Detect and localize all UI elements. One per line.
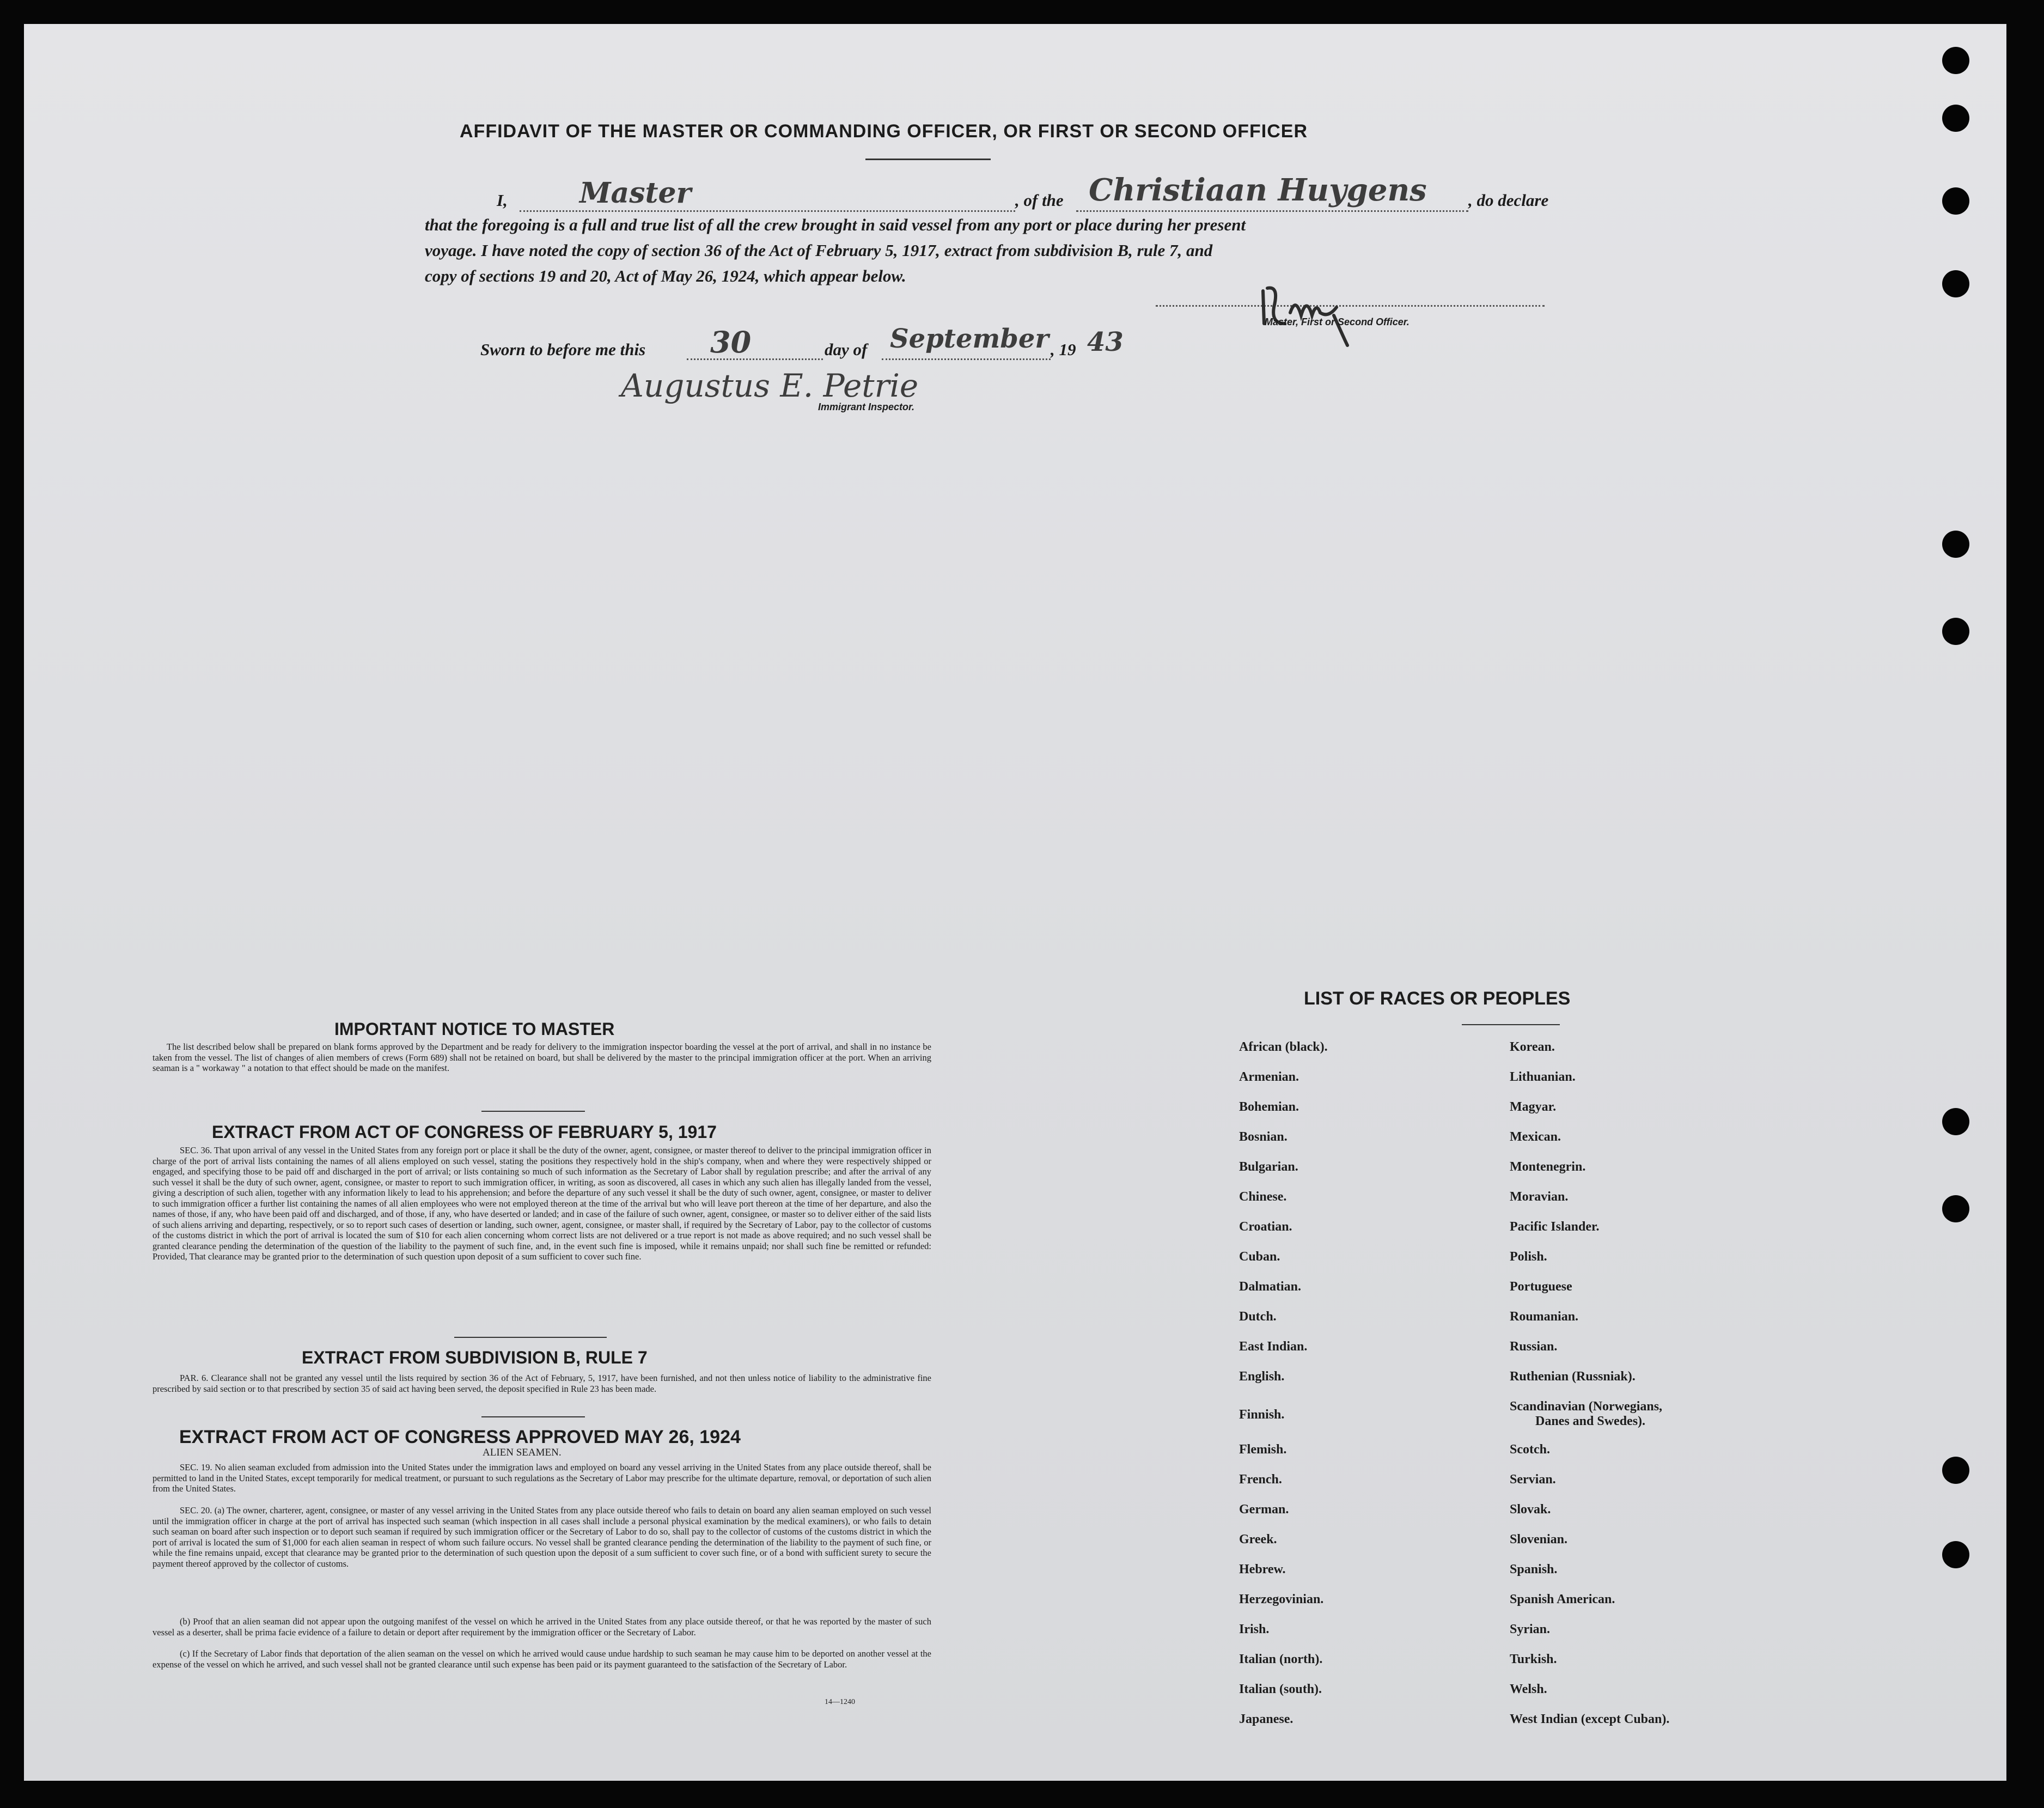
act1924-sec20b: (b) Proof that an alien seaman did not appear upon the outgoing manifest of the vessel on which he arrived in the United States from any place outside thereof, or that he was reported by the master of such vessel as a deserter, shall be prima facie evidence of a failure to detain or deport after requirement by the immigration officer or the Secretary of Labor.: [152, 1616, 931, 1637]
rule7-title: EXTRACT FROM SUBDIVISION B, RULE 7: [302, 1348, 648, 1367]
act1924-title: EXTRACT FROM ACT OF CONGRESS APPROVED MAY 26, 1924: [179, 1427, 741, 1447]
race-item: Lithuanian.: [1510, 1070, 1576, 1084]
race-item: Bosnian.: [1239, 1130, 1288, 1144]
race-item: Italian (south).: [1239, 1682, 1322, 1696]
act1924-sec19: SEC. 19. No alien seaman excluded from admission into the United States under the immigration laws and employed on board any vessel arriving in the United States from any place outside thereof, shall be permitted to land in the United States, except temporarily for medical treatment, or pursuant to such regulations as the Secretary of Labor may prescribe for the ultimate departure, removal, or deportation of such alien from the United States.: [152, 1462, 931, 1494]
form-number: 14—1240: [825, 1698, 855, 1706]
inspector-label: Immigrant Inspector.: [818, 401, 915, 412]
race-item: Hebrew.: [1239, 1562, 1286, 1576]
punch-hole: [1942, 618, 1969, 645]
race-item: Polish.: [1510, 1250, 1547, 1264]
race-item: West Indian (except Cuban).: [1510, 1712, 1670, 1726]
race-item: Montenegrin.: [1510, 1160, 1586, 1174]
rule7-text: PAR. 6. Clearance shall not be granted any vessel until the lists required by section 36 of the Act of February, 5, 1917, have been furnished, and not then unless notice of liability to the administrative fine prescribed by said section or to that prescribed by section 35 of said act having been served, the deposit specified in Rule 23 has been made.: [152, 1373, 931, 1394]
race-item: Russian.: [1510, 1340, 1558, 1354]
race-item: Magyar.: [1510, 1100, 1557, 1114]
sworn-prefix: Sworn to before me this: [480, 340, 646, 359]
sworn-month-handwritten: September: [890, 324, 1049, 354]
notice-divider: [481, 1111, 585, 1112]
title-divider: [865, 159, 991, 160]
race-item-continuation: Danes and Swedes).: [1535, 1414, 1646, 1428]
punch-hole: [1942, 270, 1969, 297]
notice-title: IMPORTANT NOTICE TO MASTER: [334, 1019, 615, 1039]
master-handwritten: Master: [579, 176, 692, 210]
race-item: Ruthenian (Russniak).: [1510, 1369, 1636, 1384]
race-item: Roumanian.: [1510, 1310, 1579, 1324]
punch-hole: [1942, 47, 1969, 74]
line1-mid: , of the: [1015, 191, 1064, 210]
notice-text: The list described below shall be prepared on blank forms approved by the Department and be ready for delivery to the immigration inspector boarding the vessel at the port of arrival, and shall in no instance be taken from the vessel. The list of changes of alien members of crews (Form 689) shall not be retained on board, but shall be delivered by the master to the principal immigration officer at the port. When an arriving seaman is a " workaway " a notation to that effect should be made on the manifest.: [152, 1042, 931, 1073]
race-item: Chinese.: [1239, 1190, 1287, 1204]
line1-suffix: , do declare: [1468, 191, 1549, 210]
race-item: Irish.: [1239, 1622, 1270, 1636]
sworn-mid: day of: [825, 340, 868, 359]
sworn-year-prefix: , 19: [1051, 340, 1076, 359]
race-item: Portuguese: [1510, 1280, 1572, 1294]
act1917-text: SEC. 36. That upon arrival of any vessel in the United States from any foreign port or place it shall be the duty of the owner, agent, consignee, or master thereof to deliver to the principal immigration officer in charge of the port of arrival lists containing the names of all aliens employed on such vessel, stating the positions they respectively hold in the ship's company, when and where they were respectively shipped or engaged, and specifying those to be paid off and discharged in the port of arrival; or lists containing so much of such information as the Secretary of Labor shall by regulation prescribe; and after the arrival of any such vessel it shall be the duty of such owner, agent, consignee, or master to report to such immigration officer, in writing, as soon as discovered, all cases in which any such alien has illegally landed from the vessel, giving a description of such alien, together with any information likely to lead to his apprehension; and before the departure of any such vessel it shall be the duty of such owner, agent, consignee, or master to deliver to such immigration officer a further list containing the names of all alien employees who were not employed thereon at the time of the arrival but who will leave port thereon at the time of her departure, and also the names of those, if any, who have been paid off and discharged, and of those, if any, who have deserted or landed; and in case of the failure of such owner, agent, consignee, or master so to deliver either of the said lists of such aliens arriving and departing, respectively, or so to report such cases of desertion or landing, such owner, agent, consignee, or master shall, if required by the Secretary of Labor, pay to the collector of customs of the customs district in which the port of arrival is located the sum of $10 for each alien concerning whom correct lists are not delivered or a true report is not made as above required; and no such vessel shall be granted clearance pending the determination of the question of the liability to the payment of such fine, and, in the event such fine is imposed, while it remains unpaid; nor shall such fine be remitted or refunded: Provided, That clearance may be granted prior to the determination of such question upon deposit of a sum sufficient to cover such fine.: [152, 1145, 931, 1262]
rule7-divider: [481, 1416, 585, 1417]
race-item: Korean.: [1510, 1040, 1555, 1054]
race-item: Slovenian.: [1510, 1532, 1568, 1547]
punch-hole: [1942, 1541, 1969, 1568]
declare-line-3: voyage. I have noted the copy of section 36 of the Act of February 5, 1917, extract from subdivision B, rule 7, and: [425, 241, 1213, 260]
officer-signature: [1252, 264, 1394, 351]
race-item: East Indian.: [1239, 1340, 1308, 1354]
declare-line-4: copy of sections 19 and 20, Act of May 26, 1924, which appear below.: [425, 266, 906, 285]
race-item: Mexican.: [1510, 1130, 1561, 1144]
race-item: Italian (north).: [1239, 1652, 1323, 1666]
race-item: Scandinavian (Norwegians,: [1510, 1399, 1663, 1414]
act1917-divider: [454, 1337, 607, 1338]
races-title: LIST OF RACES OR PEOPLES: [1304, 988, 1571, 1009]
inspector-signature: Augustus E. Petrie: [621, 367, 919, 404]
race-item: Turkish.: [1510, 1652, 1557, 1666]
form-sheet: [24, 24, 2006, 1781]
declare-line-2: that the foregoing is a full and true list of all the crew brought in said vessel from any port or place during her present: [425, 215, 1246, 234]
race-item: Pacific Islander.: [1510, 1220, 1600, 1234]
vessel-name-handwritten: Christiaan Huygens: [1089, 172, 1427, 208]
races-divider: [1462, 1024, 1560, 1025]
race-item: Finnish.: [1239, 1408, 1285, 1422]
race-item: Japanese.: [1239, 1712, 1293, 1726]
punch-hole: [1942, 105, 1969, 132]
race-item: Bulgarian.: [1239, 1160, 1298, 1174]
line1-prefix: I,: [497, 191, 508, 210]
race-item: Dalmatian.: [1239, 1280, 1301, 1294]
punch-hole: [1942, 531, 1969, 558]
race-item: English.: [1239, 1369, 1285, 1384]
race-item: Welsh.: [1510, 1682, 1547, 1696]
race-item: Greek.: [1239, 1532, 1277, 1547]
act1924-sec20c: (c) If the Secretary of Labor finds that deportation of the alien seaman on the vessel on which he arrived would cause undue hardship to such seaman he may cause him to be deported on another vessel at the expense of the vessel on which he arrived, and such vessel shall not be granted clearance until such expense has been paid or its payment guaranteed to the satisfaction of the Secretary of Labor.: [152, 1648, 931, 1670]
act1924-subtitle: ALIEN SEAMEN.: [483, 1447, 562, 1458]
race-item: Slovak.: [1510, 1502, 1551, 1517]
race-item: Cuban.: [1239, 1250, 1280, 1264]
race-item: Scotch.: [1510, 1442, 1550, 1457]
race-item: Bohemian.: [1239, 1100, 1299, 1114]
race-item: Dutch.: [1239, 1310, 1277, 1324]
race-item: Armenian.: [1239, 1070, 1299, 1084]
race-item: Spanish American.: [1510, 1592, 1615, 1606]
race-item: Croatian.: [1239, 1220, 1292, 1234]
race-item: German.: [1239, 1502, 1289, 1517]
race-item: Servian.: [1510, 1472, 1556, 1487]
race-item: Herzegovinian.: [1239, 1592, 1324, 1606]
punch-hole: [1942, 187, 1969, 215]
affidavit-title: AFFIDAVIT OF THE MASTER OR COMMANDING OFFICER, OR FIRST OR SECOND OFFICER: [460, 121, 1308, 142]
race-item: Flemish.: [1239, 1442, 1287, 1457]
race-item: Moravian.: [1510, 1190, 1569, 1204]
act1917-title: EXTRACT FROM ACT OF CONGRESS OF FEBRUARY 5, 1917: [212, 1122, 717, 1142]
sworn-day-handwritten: 30: [710, 325, 752, 360]
act1924-sec20a: SEC. 20. (a) The owner, charterer, agent, consignee, or master of any vessel arriving in the United States from any place outside thereof who fails to detain on board any alien seaman employed on such vessel until the immigration officer in charge at the port of arrival has inspected such seaman (which inspection in all cases shall include a personal physical examination by the medical examiners), or who fails to detain such seaman on board after such inspection or to deport such seaman if required by such immigration officer or the Secretary of Labor to do so, shall pay to the collector of customs of the customs district in which the port of arrival is located the sum of $1,000 for each alien seaman in respect of whom such failure occurs. No vessel shall be granted clearance pending the determination of the liability to the payment of such fine, or while the fine remains unpaid, except that clearance may be granted prior to the determination of such question upon the deposit of a sum sufficient to cover such fine, or of a bond with sufficient surety to secure the payment thereof approved by the collector of customs.: [152, 1505, 931, 1569]
punch-hole: [1942, 1195, 1969, 1222]
declare-line-1: [471, 172, 1560, 216]
punch-hole: [1942, 1108, 1969, 1135]
officer-signature-label: Master, First or Second Officer.: [1265, 316, 1410, 327]
day-blank: [687, 340, 823, 360]
race-item: African (black).: [1239, 1040, 1328, 1054]
race-item: Syrian.: [1510, 1622, 1551, 1636]
race-item: Spanish.: [1510, 1562, 1558, 1576]
punch-hole: [1942, 1457, 1969, 1484]
sworn-line: [449, 324, 1157, 362]
race-item: French.: [1239, 1472, 1282, 1487]
sworn-year-handwritten: 43: [1087, 327, 1124, 357]
